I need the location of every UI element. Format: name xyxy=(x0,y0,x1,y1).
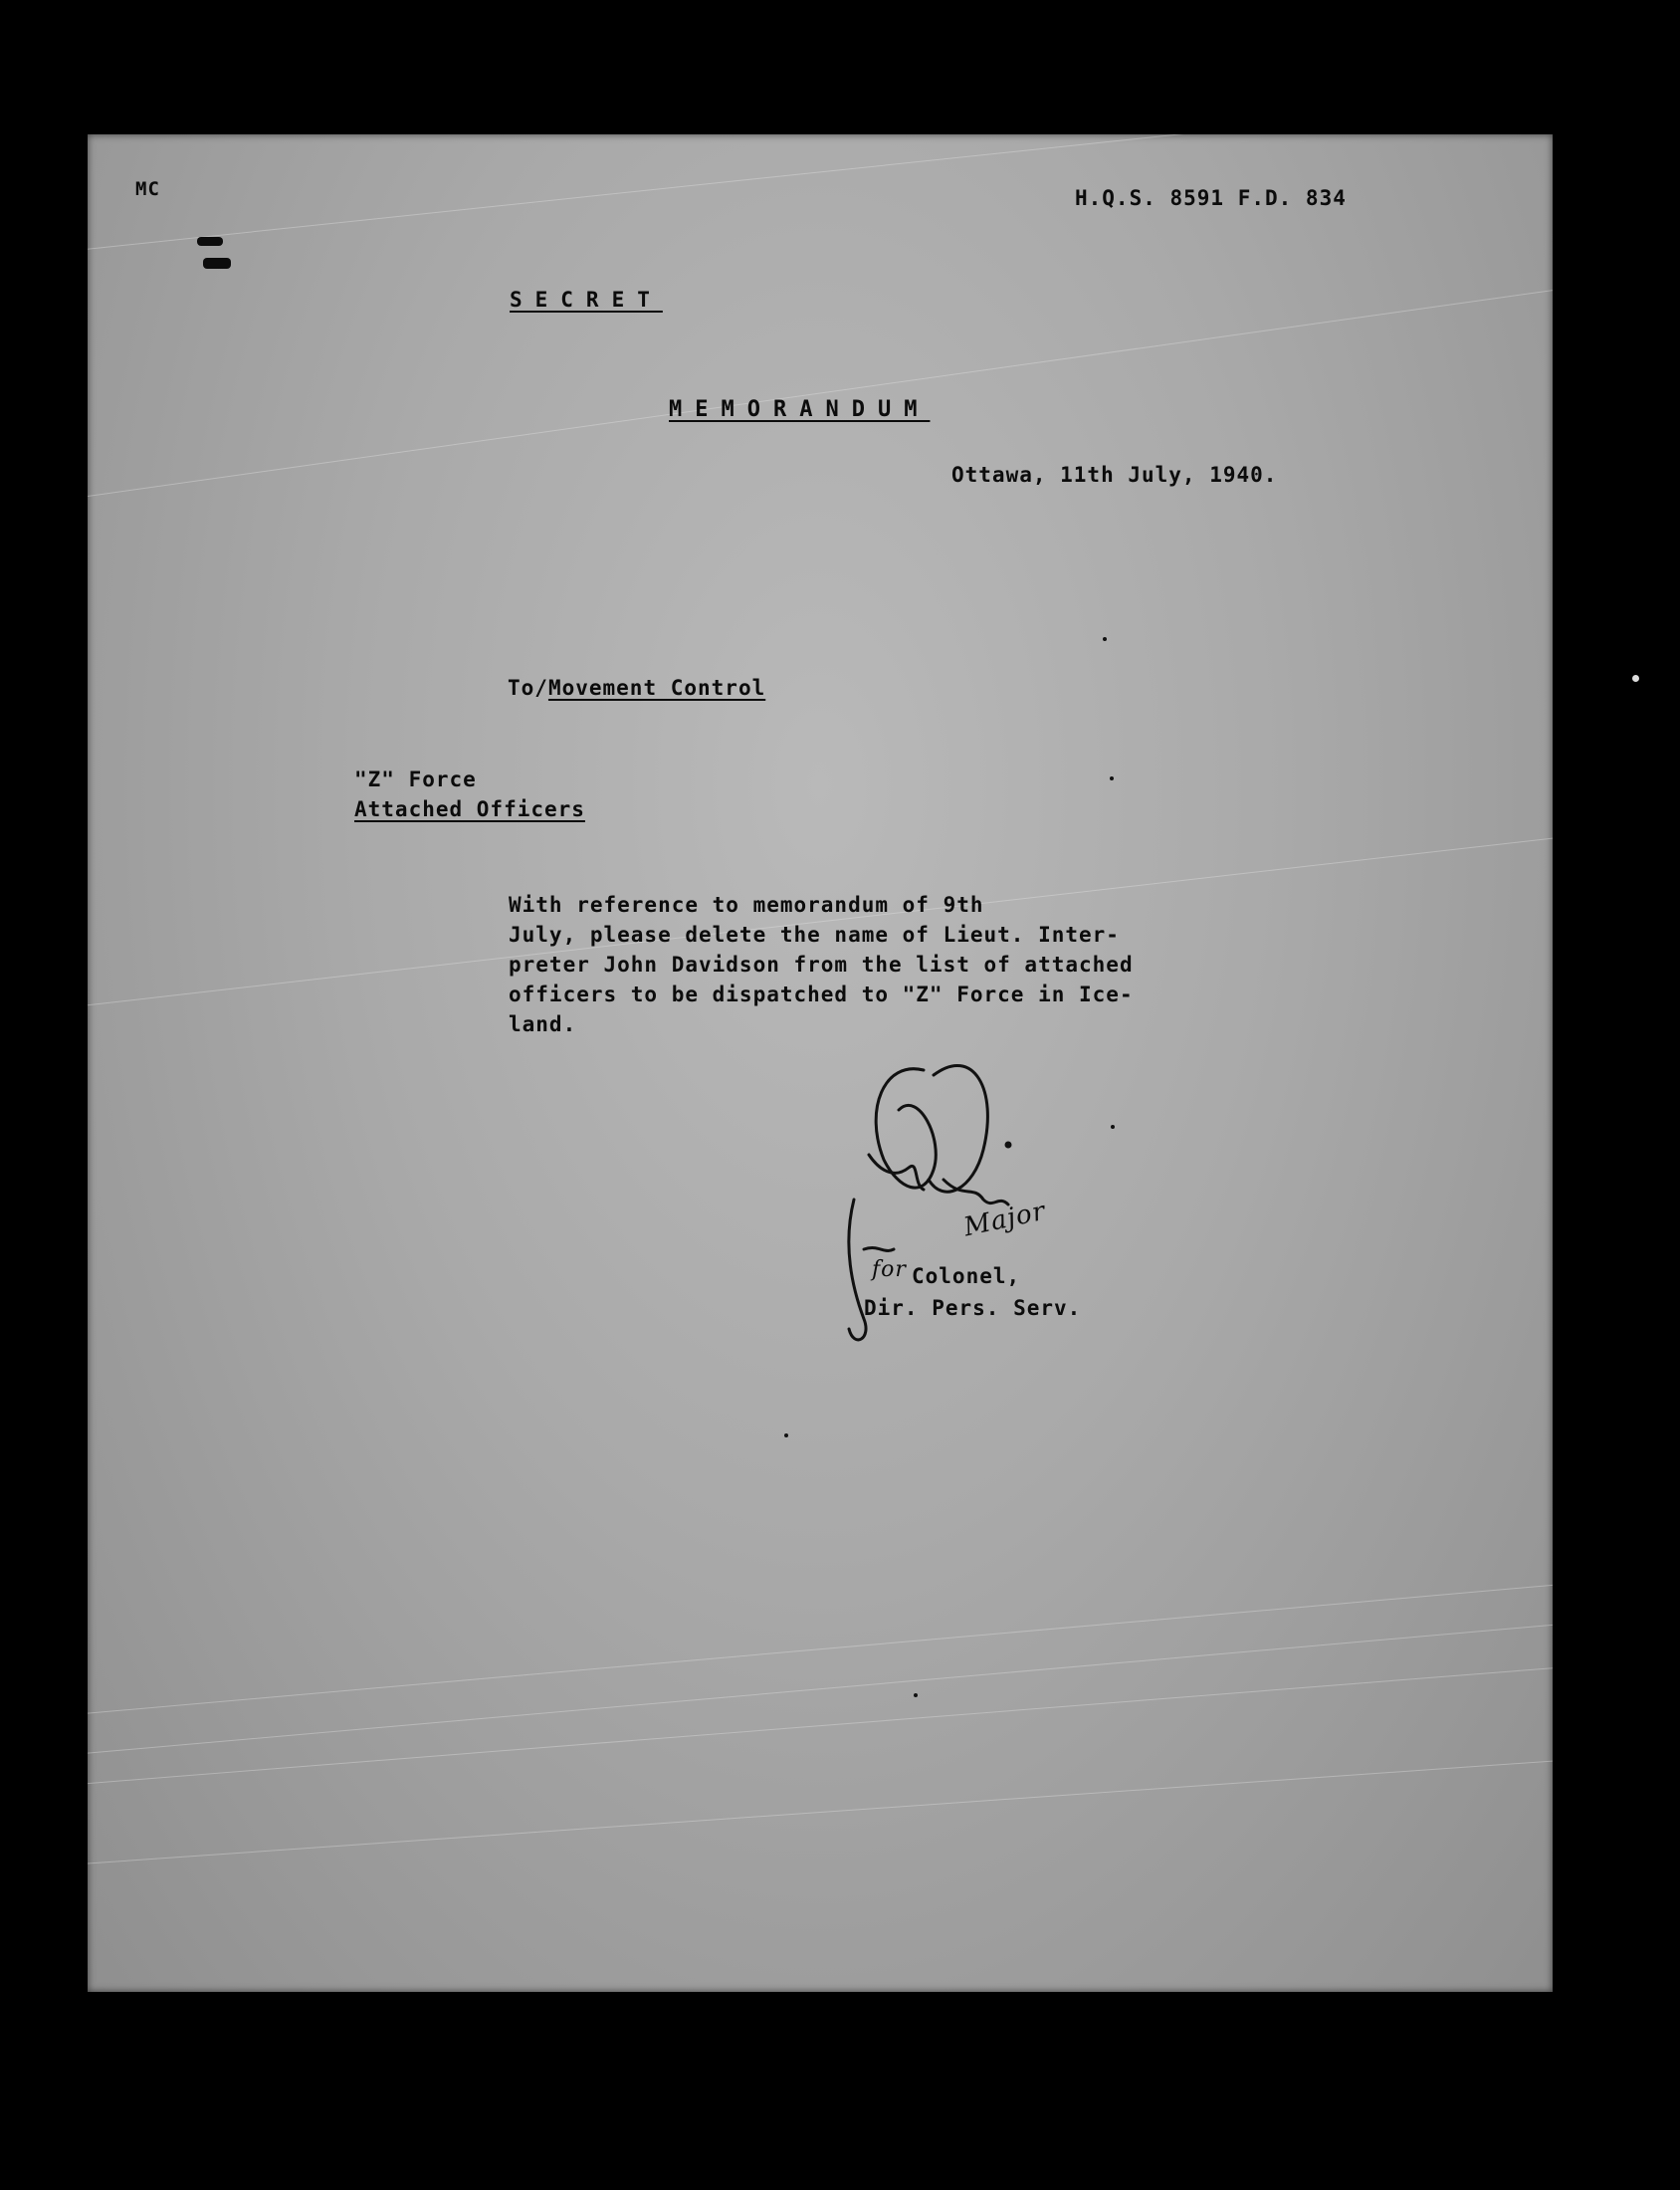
speck xyxy=(1632,675,1639,682)
place-date: Ottawa, 11th July, 1940. xyxy=(951,463,1278,487)
body-line: July, please delete the name of Lieut. Inter- xyxy=(509,923,1120,947)
speck xyxy=(1111,1125,1115,1129)
to-recipient: Movement Control xyxy=(547,676,766,700)
scan-streak xyxy=(88,1661,1553,1788)
punch-mark xyxy=(197,237,223,246)
body-line: With reference to memorandum of 9th xyxy=(509,893,984,917)
signature-rank: Major xyxy=(960,1196,1049,1243)
body-line: preter John Davidson from the list of attached xyxy=(509,953,1134,977)
scan-streak xyxy=(88,1619,1553,1758)
body-line: land. xyxy=(509,1012,577,1036)
body-line: officers to be dispatched to "Z" Force in Ice- xyxy=(509,983,1134,1006)
signature-title: Colonel, xyxy=(912,1264,1021,1288)
scan-streak xyxy=(88,1579,1553,1718)
memorandum-heading: MEMORANDUM xyxy=(669,397,931,422)
signature-prefix: for xyxy=(872,1257,907,1282)
to-line xyxy=(508,676,765,700)
punch-mark xyxy=(203,258,231,269)
document-page xyxy=(88,134,1553,1992)
subject-line-2: Attached Officers xyxy=(354,797,585,821)
classification-heading: SECRET xyxy=(510,288,663,312)
handwritten-signature xyxy=(824,1050,1123,1369)
scan-streak xyxy=(88,281,1553,504)
speck xyxy=(1103,637,1107,641)
file-reference: H.Q.S. 8591 F.D. 834 xyxy=(1075,186,1347,210)
speck xyxy=(784,1433,788,1437)
corner-mark: MC xyxy=(135,178,160,200)
signature-department: Dir. Pers. Serv. xyxy=(864,1296,1082,1320)
speck xyxy=(914,1693,918,1697)
speck xyxy=(1110,776,1114,780)
scan-streak xyxy=(88,1755,1553,1867)
to-prefix: To/ xyxy=(508,676,548,700)
subject-line-1: "Z" Force xyxy=(354,767,477,791)
